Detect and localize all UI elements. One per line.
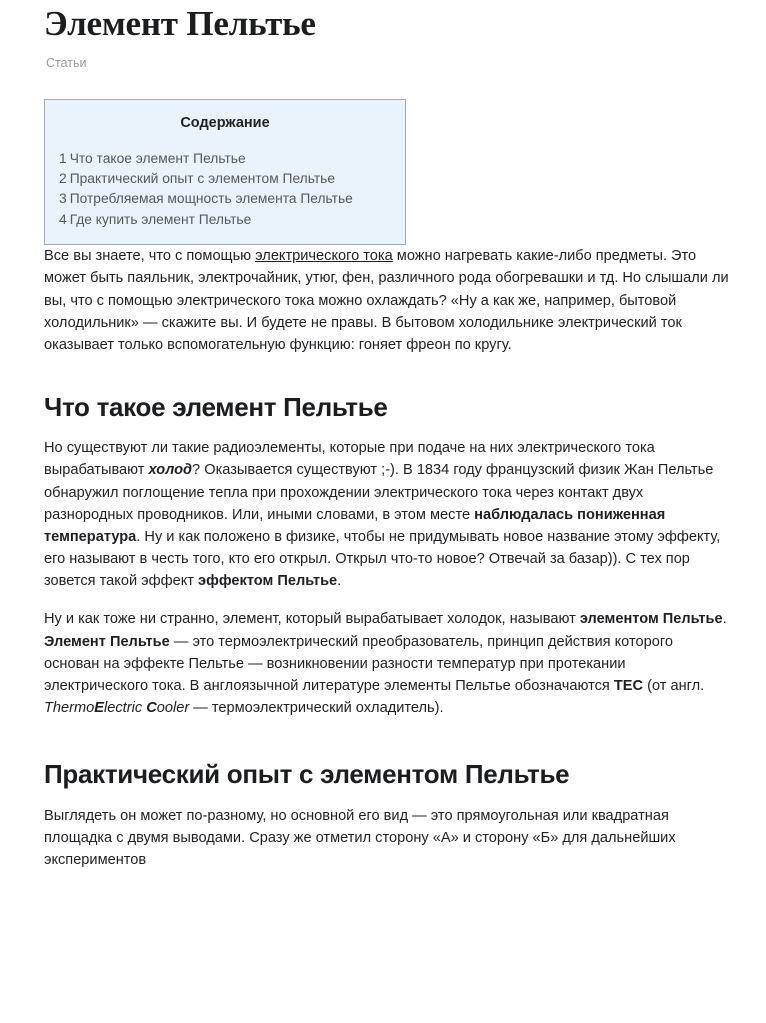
text-run: (от англ. — [643, 677, 705, 694]
category-label: Статьи — [46, 56, 87, 71]
table-of-contents — [44, 99, 406, 245]
toc-number: 2 — [59, 170, 67, 186]
intro-text-before-link: Все вы знаете, что с помощью — [44, 248, 256, 265]
text-run: . — [722, 611, 727, 628]
toc-number: 4 — [59, 211, 67, 227]
emphasis-peltier-element-inst: элементом Пельтье — [579, 611, 723, 628]
text-run: ? Оказывается существуют ;-). В 1834 году французский физик Жан Пельтье обнаружил поглощение тепла при прохождении электрического тока через контакт двух разнородных проводников. Или, иными словами, в этом месте — [44, 462, 714, 523]
toc-item-2[interactable] — [59, 169, 391, 189]
text-run: Но существуют ли такие радиоэлементы, которые при подаче на них электрического тока вырабатывают — [44, 440, 655, 479]
text-run: — термоэлектрический охладитель). — [189, 700, 444, 717]
abbreviation-tec: TEC — [613, 677, 644, 694]
emphasis-cold: холод — [148, 462, 193, 479]
section-heading-2: Практический опыт с элементом Пельтье — [44, 759, 570, 790]
term-thermo: Thermo — [44, 700, 95, 717]
term-lectric: lectric — [104, 700, 147, 717]
page-title: Элемент Пельтье — [44, 4, 316, 43]
section-heading-1: Что такое элемент Пельтье — [44, 392, 388, 423]
text-run: . Ну и как положено в физике, чтобы не придумывать новое название этому эффекту, его называют в честь того, кто его открыл. Открыл что-то новое? Отвечай за базар)). С тех пор зовется такой эффект — [44, 528, 721, 590]
emphasis-peltier-element-nom: Элемент Пельтье — [44, 633, 170, 650]
text-run: Ну и как тоже ни странно, элемент, который вырабатывает холодок, называют — [44, 611, 580, 628]
toc-label: Потребляемая мощность элемента Пельтье — [69, 191, 353, 207]
text-run: — это термоэлектрический преобразователь, принцип действия которого основан на эффекте Пельтье — возникновении разности температур при протекании электрического тока. В англоязычной литературе элементы Пельтье обозначаются — [44, 633, 673, 694]
toc-number: 1 — [59, 150, 67, 166]
intro-text-after-link: можно нагревать какие-либо предметы. Это может быть паяльник, электрочайник, утюг, фен, различного рода обогревашки и тд. Но слышали ли вы, что с помощью электрического тока можно охлаждать? «Ну а как же, например, бытовой холодильник» — скажите вы. И будете не правы. В бытовом холодильнике электрический ток оказывает только вспомогательную функцию: гоняет фреон по кругу. — [44, 248, 729, 353]
emphasis-peltier-effect: эффектом Пельтье — [198, 573, 338, 590]
toc-item-3[interactable] — [59, 189, 391, 209]
toc-label: Практический опыт с элементом Пельтье — [69, 170, 336, 186]
toc-list — [59, 149, 391, 231]
term-initial-e: E — [94, 700, 105, 717]
section2-paragraph-1: Выглядеть он может по-разному, но основной его вид — это прямоугольная или квадратная площадка с двумя выводами. Сразу же отметил сторону «А» и сторону «Б» для дальнейших экспериментов — [44, 807, 676, 868]
term-initial-c: C — [146, 700, 157, 717]
toc-item-4[interactable] — [59, 210, 391, 230]
toc-item-1[interactable] — [59, 149, 391, 169]
section1-paragraph-1 — [44, 437, 730, 592]
emphasis-lowered-temperature: наблюдалась пониженная температура — [44, 506, 666, 545]
toc-title: Содержание — [180, 115, 270, 132]
toc-number: 3 — [59, 191, 67, 207]
electric-current-link[interactable]: электрического тока — [255, 248, 393, 265]
intro-paragraph — [44, 245, 730, 356]
term-ooler: ooler — [156, 700, 190, 717]
section1-paragraph-2 — [44, 608, 730, 719]
text-run: . — [337, 573, 342, 590]
toc-label: Что такое элемент Пельтье — [69, 150, 246, 166]
toc-label: Где купить элемент Пельтье — [69, 211, 252, 227]
